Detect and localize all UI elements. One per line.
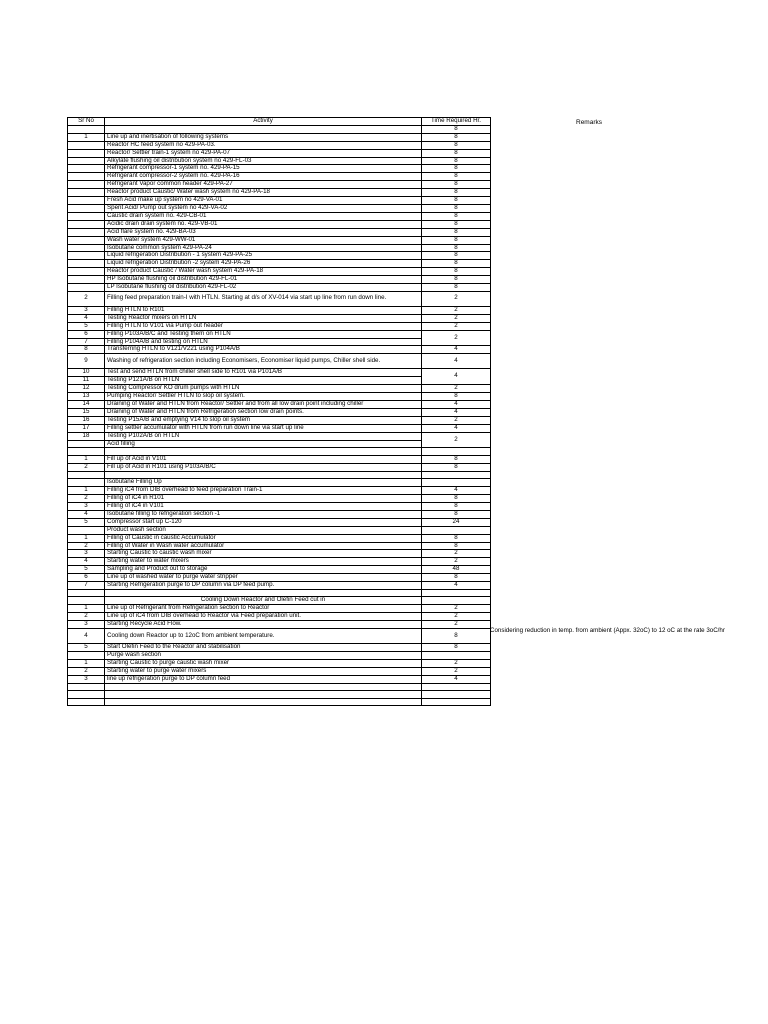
table-row	[68, 268, 491, 276]
time-cell: 2	[422, 291, 491, 306]
sr-no-cell: 3	[68, 550, 105, 558]
activity-cell: Starting Caustic to caustic wash mixer	[105, 550, 422, 558]
sr-no-cell: 4	[68, 314, 105, 322]
time-cell: 8	[422, 455, 491, 463]
time-cell: 2	[422, 330, 491, 346]
activity-cell: Reactor product Caustic/ Water wash system no 429-PA-18	[105, 189, 422, 197]
table-row	[68, 408, 491, 416]
time-cell: 8	[422, 125, 491, 133]
sr-no-cell: 11	[68, 377, 105, 385]
time-cell: 2	[422, 432, 491, 448]
activity-cell: Refrigerant compressor-2 system no. 429-PA-16	[105, 173, 422, 181]
time-cell: 8	[422, 644, 491, 652]
table-row	[68, 385, 491, 393]
table-row	[68, 424, 491, 432]
table-row	[68, 597, 491, 605]
time-cell: 8	[422, 181, 491, 189]
time-cell: 8	[422, 197, 491, 205]
table-row	[68, 534, 491, 542]
sr-no-header: Sr No	[68, 118, 105, 126]
table-row	[68, 479, 491, 487]
activity-cell: Product wash section	[105, 526, 422, 534]
table-row	[68, 644, 491, 652]
sr-no-cell	[68, 252, 105, 260]
activity-cell	[105, 589, 422, 597]
sr-no-cell	[68, 479, 105, 487]
activity-cell: Draining of Water and HTLN from Reactor/ Settler and from all low drain point including chiller	[105, 401, 422, 409]
activity-cell	[105, 691, 422, 699]
activity-cell: Fill up of Acid in R101 using P103A/B/C	[105, 463, 422, 471]
sr-no-cell	[68, 597, 105, 605]
table-row	[68, 526, 491, 534]
time-cell: 8	[422, 268, 491, 276]
activity-cell: Filling of iC4 in V101	[105, 502, 422, 510]
time-cell	[422, 589, 491, 597]
table-row	[68, 212, 491, 220]
time-cell: 2	[422, 314, 491, 322]
sr-no-cell	[68, 448, 105, 456]
table-row	[68, 393, 491, 401]
table-row	[68, 291, 491, 306]
table-row	[68, 659, 491, 667]
sr-no-cell: 16	[68, 416, 105, 424]
time-cell: 8	[422, 204, 491, 212]
table-row	[68, 197, 491, 205]
activity-cell: Spent Acid/ Pump out system no 429-VA-02	[105, 204, 422, 212]
time-cell: 8	[422, 189, 491, 197]
sr-no-cell	[68, 691, 105, 699]
sr-no-cell	[68, 149, 105, 157]
sr-no-cell: 1	[68, 605, 105, 613]
sr-no-cell: 4	[68, 558, 105, 566]
time-cell	[422, 526, 491, 534]
sr-no-cell: 1	[68, 534, 105, 542]
activity-cell: HP Isobutane flushing oil distribution 429-FL-01	[105, 276, 422, 284]
time-cell: 4	[422, 346, 491, 354]
time-cell: 2	[422, 385, 491, 393]
table-row	[68, 173, 491, 181]
activity-cell: Reactor HC feed system no 429-PA-03.	[105, 141, 422, 149]
time-cell: 4	[422, 675, 491, 683]
sr-no-cell	[68, 284, 105, 292]
time-cell: 8	[422, 133, 491, 141]
time-cell: 2	[422, 613, 491, 621]
time-cell	[422, 651, 491, 659]
sr-no-cell: 15	[68, 408, 105, 416]
activity-cell: Line up and inertisation of following systems	[105, 133, 422, 141]
sr-no-cell: 4	[68, 510, 105, 518]
activity-cell: Sampling and Product out to storage	[105, 566, 422, 574]
activity-cell: Reactor/ Settler train-1 system no 429-PA-07	[105, 149, 422, 157]
table-row	[68, 675, 491, 683]
activity-cell: Line up of iC4 from DIB overhead to Reactor via Feed preparation unit.	[105, 613, 422, 621]
sr-no-cell: 9	[68, 354, 105, 369]
sr-no-cell: 3	[68, 621, 105, 629]
table-row	[68, 125, 491, 133]
activity-cell: Acid filling	[105, 440, 422, 448]
table-row	[68, 683, 491, 691]
time-cell: 48	[422, 566, 491, 574]
table-row	[68, 651, 491, 659]
time-cell: 24	[422, 518, 491, 526]
time-cell: 2	[422, 416, 491, 424]
sr-no-cell	[68, 157, 105, 165]
activity-cell: Filling of iC4 in R101	[105, 495, 422, 503]
time-cell	[422, 683, 491, 691]
table-row	[68, 629, 491, 644]
sr-no-cell: 3	[68, 675, 105, 683]
table-row	[68, 260, 491, 268]
sr-no-cell: 4	[68, 629, 105, 644]
table-row	[68, 550, 491, 558]
activity-cell: Fill up of Acid in V101	[105, 455, 422, 463]
activity-cell	[105, 471, 422, 479]
table-row	[68, 455, 491, 463]
time-cell: 2	[422, 306, 491, 314]
time-cell: 8	[422, 542, 491, 550]
time-header: Time Required Hr.	[422, 118, 491, 126]
time-cell: 2	[422, 667, 491, 675]
activity-cell: Filling iC4 from DIB overhead to feed preparation Train-1	[105, 487, 422, 495]
time-cell: 8	[422, 629, 491, 644]
sr-no-cell: 8	[68, 346, 105, 354]
table-row	[68, 346, 491, 354]
activity-cell: Washing of refrigeration section including Economisers, Economiser liquid pumps, Chiller shell side.	[105, 354, 422, 369]
sr-no-cell	[68, 141, 105, 149]
table-row	[68, 401, 491, 409]
activity-cell: Filling P103A/B/C and Testing them on HTLN	[105, 330, 422, 338]
table-row	[68, 306, 491, 314]
remarks-header: Remarks	[576, 119, 603, 126]
table-row	[68, 471, 491, 479]
activity-cell: Filling HTLN to V101 via Pump out header	[105, 322, 422, 330]
activity-cell: Testing Reactor mixers on HTLN	[105, 314, 422, 322]
activity-cell: Filling of Water in Wash water accumulator	[105, 542, 422, 550]
activity-cell: Filling P104A/B and testing on HTLN	[105, 338, 422, 346]
sr-no-cell	[68, 125, 105, 133]
sr-no-cell: 2	[68, 495, 105, 503]
sr-no-cell: 1	[68, 659, 105, 667]
activity-table	[67, 117, 491, 706]
sr-no-cell	[68, 651, 105, 659]
time-cell: 8	[422, 173, 491, 181]
activity-cell: Isobutane filling to refrigeration section -1	[105, 510, 422, 518]
activity-cell: Line up of Refrigerant from Refrigeration section to Reactor	[105, 605, 422, 613]
sr-no-cell: 7	[68, 582, 105, 590]
sr-no-cell: 5	[68, 322, 105, 330]
sr-no-cell: 14	[68, 401, 105, 409]
time-cell: 8	[422, 141, 491, 149]
time-cell: 8	[422, 157, 491, 165]
remark-cooling-down: Considering reduction in temp. from ambient (Appx. 32oC) to 12 oC at the rate 3oC/hr	[490, 626, 725, 634]
table-row	[68, 582, 491, 590]
sr-no-cell	[68, 589, 105, 597]
table-row	[68, 487, 491, 495]
sr-no-cell	[68, 276, 105, 284]
time-cell: 8	[422, 284, 491, 292]
table-row	[68, 284, 491, 292]
table-row	[68, 252, 491, 260]
activity-cell: Refrigerant compressor-1 system no. 429-PA-15	[105, 165, 422, 173]
time-cell: 4	[422, 408, 491, 416]
activity-cell: Draining of Water and HTLN from Refrigeration section low drain points.	[105, 408, 422, 416]
table-row	[68, 416, 491, 424]
time-cell	[422, 471, 491, 479]
sr-no-cell: 7	[68, 338, 105, 346]
time-cell: 4	[422, 487, 491, 495]
table-row	[68, 228, 491, 236]
table-row	[68, 244, 491, 252]
activity-cell: Line up of washed water to purge water stripper	[105, 574, 422, 582]
time-cell: 2	[422, 621, 491, 629]
activity-cell: Transferring HTLN to V121/V221 using P104A/B	[105, 346, 422, 354]
activity-cell: Starting water to purge water mixers	[105, 667, 422, 675]
sr-no-cell: 2	[68, 667, 105, 675]
activity-cell	[105, 125, 422, 133]
activity-cell: Filling feed preparation train-I with HTLN. Starting at d/s of XV-014 via start up line from run down line.	[105, 291, 422, 306]
activity-cell: Isobutane Filling Up	[105, 479, 422, 487]
table-row	[68, 133, 491, 141]
table-row	[68, 322, 491, 330]
sr-no-cell	[68, 526, 105, 534]
table-row	[68, 574, 491, 582]
activity-cell: Cooling down Reactor up to 12oC from ambient temperature.	[105, 629, 422, 644]
table-row	[68, 613, 491, 621]
activity-cell: Isobutane common system 429-PA-24	[105, 244, 422, 252]
sr-no-cell	[68, 189, 105, 197]
table-row	[68, 181, 491, 189]
table-row	[68, 330, 491, 338]
sr-no-cell: 18	[68, 432, 105, 440]
table-row	[68, 495, 491, 503]
table-row	[68, 314, 491, 322]
table-row	[68, 589, 491, 597]
sr-no-cell	[68, 471, 105, 479]
sr-no-cell	[68, 260, 105, 268]
table-row	[68, 276, 491, 284]
time-cell: 8	[422, 228, 491, 236]
time-cell: 8	[422, 574, 491, 582]
activity-cell	[105, 698, 422, 706]
activity-cell: Wash water system 429-WW-01	[105, 236, 422, 244]
sr-no-cell	[68, 204, 105, 212]
time-cell: 8	[422, 236, 491, 244]
activity-cell: Cooling Down Reactor and Olefin Feed cut in	[105, 597, 422, 605]
activity-cell: Liquid refrigeration Distribution - 1 system 429-PA-25	[105, 252, 422, 260]
table-row	[68, 204, 491, 212]
table-row	[68, 691, 491, 699]
sr-no-cell: 12	[68, 385, 105, 393]
table-row	[68, 149, 491, 157]
sr-no-cell	[68, 236, 105, 244]
activity-cell: line up refrigeration purge to DP column feed	[105, 675, 422, 683]
time-cell: 2	[422, 550, 491, 558]
activity-cell: Compressor start up C-120	[105, 518, 422, 526]
time-cell	[422, 691, 491, 699]
sr-no-cell: 2	[68, 463, 105, 471]
sr-no-cell: 5	[68, 566, 105, 574]
table-row	[68, 566, 491, 574]
sr-no-cell: 1	[68, 133, 105, 141]
time-cell: 8	[422, 463, 491, 471]
sr-no-cell: 1	[68, 487, 105, 495]
time-cell: 8	[422, 510, 491, 518]
activity-cell: Purge wash section	[105, 651, 422, 659]
sr-no-cell: 2	[68, 542, 105, 550]
table-row	[68, 518, 491, 526]
time-cell: 8	[422, 149, 491, 157]
activity-cell: Refrigerant Vapor common header 429-PA-27	[105, 181, 422, 189]
sr-no-cell	[68, 244, 105, 252]
table-row	[68, 463, 491, 471]
time-cell: 4	[422, 369, 491, 385]
time-cell	[422, 448, 491, 456]
table-row	[68, 354, 491, 369]
activity-cell: Testing P102A/B on HTLN	[105, 432, 422, 440]
table-row	[68, 236, 491, 244]
sr-no-cell: 6	[68, 330, 105, 338]
activity-header: Activity	[105, 118, 422, 126]
table-row	[68, 369, 491, 377]
activity-cell: Filling HTLN to R101	[105, 306, 422, 314]
time-cell: 8	[422, 260, 491, 268]
activity-cell: Testing P121A/B on HTLN	[105, 377, 422, 385]
sr-no-cell: 5	[68, 518, 105, 526]
table-row	[68, 605, 491, 613]
activity-cell: Acidic drain drain system no. 429-VB-01	[105, 220, 422, 228]
activity-cell: Filling of Caustic in caustic Accumulator	[105, 534, 422, 542]
sr-no-cell: 5	[68, 644, 105, 652]
activity-cell: Acid flare system no. 429-BA-03	[105, 228, 422, 236]
activity-cell: Liquid refrigeration Distribution -2 system 429-PA-26	[105, 260, 422, 268]
sr-no-cell	[68, 268, 105, 276]
table-row	[68, 698, 491, 706]
sr-no-cell: 3	[68, 306, 105, 314]
activity-cell: Starting Caustic to purge caustic wash mixer	[105, 659, 422, 667]
time-cell: 4	[422, 401, 491, 409]
table-row	[68, 558, 491, 566]
header-row	[68, 118, 491, 126]
time-cell: 8	[422, 165, 491, 173]
table-row	[68, 432, 491, 440]
activity-cell: Start Olefin Feed to the Reactor and stabilisation	[105, 644, 422, 652]
sr-no-cell	[68, 173, 105, 181]
activity-cell: Alkylate flushing oil distribution system no 429-FL-03	[105, 157, 422, 165]
time-cell: 8	[422, 393, 491, 401]
sr-no-cell	[68, 698, 105, 706]
activity-cell: Testing P15A/B and emptying V14 to slop oil system	[105, 416, 422, 424]
sr-no-cell	[68, 228, 105, 236]
activity-cell: Pumping Reactor/ Settler HTLN to slop oil system.	[105, 393, 422, 401]
time-cell: 4	[422, 354, 491, 369]
activity-cell	[105, 448, 422, 456]
time-cell: 8	[422, 502, 491, 510]
time-cell	[422, 698, 491, 706]
time-cell: 8	[422, 212, 491, 220]
table-row	[68, 189, 491, 197]
time-cell: 8	[422, 244, 491, 252]
time-cell: 2	[422, 605, 491, 613]
time-cell: 4	[422, 424, 491, 432]
time-cell: 2	[422, 558, 491, 566]
table-row	[68, 621, 491, 629]
sr-no-cell	[68, 683, 105, 691]
activity-cell: LP Isobutane flushing oil distribution 429-FL-02	[105, 284, 422, 292]
activity-cell: Fresh Acid make up system no 429-VA-01	[105, 197, 422, 205]
table-row	[68, 502, 491, 510]
sr-no-cell	[68, 197, 105, 205]
table-row	[68, 141, 491, 149]
time-cell: 8	[422, 276, 491, 284]
time-cell	[422, 479, 491, 487]
activity-cell: Test and send HTLN from chiller shell side to R101 via P101A/B	[105, 369, 422, 377]
sr-no-cell	[68, 181, 105, 189]
sr-no-cell: 2	[68, 291, 105, 306]
time-cell: 8	[422, 252, 491, 260]
activity-cell: Caustic drain system no. 429-CB-01	[105, 212, 422, 220]
time-cell: 8	[422, 495, 491, 503]
sr-no-cell: 17	[68, 424, 105, 432]
sr-no-cell	[68, 212, 105, 220]
sr-no-cell: 6	[68, 574, 105, 582]
table-row	[68, 542, 491, 550]
table-row	[68, 157, 491, 165]
sr-no-cell: 10	[68, 369, 105, 377]
sr-no-cell	[68, 220, 105, 228]
activity-cell: Reactor product Caustic / Water wash system 429-PA-18	[105, 268, 422, 276]
table-row	[68, 448, 491, 456]
sr-no-cell: 3	[68, 502, 105, 510]
sr-no-cell	[68, 440, 105, 448]
sr-no-cell: 13	[68, 393, 105, 401]
time-cell: 8	[422, 220, 491, 228]
time-cell: 4	[422, 582, 491, 590]
activity-cell: Filling settler accumulator with HTLN from run down line via start up line	[105, 424, 422, 432]
activity-cell: Starting Recycle Acid Flow.	[105, 621, 422, 629]
activity-cell	[105, 683, 422, 691]
activity-cell: Starting water to water mixers	[105, 558, 422, 566]
sr-no-cell	[68, 165, 105, 173]
table-row	[68, 165, 491, 173]
time-cell	[422, 597, 491, 605]
activity-cell: Starting Refrigeration purge to DP column via DP feed pump.	[105, 582, 422, 590]
activity-cell: Testing Compressor KO drum pumps with HTLN	[105, 385, 422, 393]
sr-no-cell: 2	[68, 613, 105, 621]
time-cell: 8	[422, 534, 491, 542]
table-row	[68, 220, 491, 228]
table-row	[68, 510, 491, 518]
table-row	[68, 667, 491, 675]
time-cell: 2	[422, 322, 491, 330]
sr-no-cell: 1	[68, 455, 105, 463]
time-cell: 2	[422, 659, 491, 667]
